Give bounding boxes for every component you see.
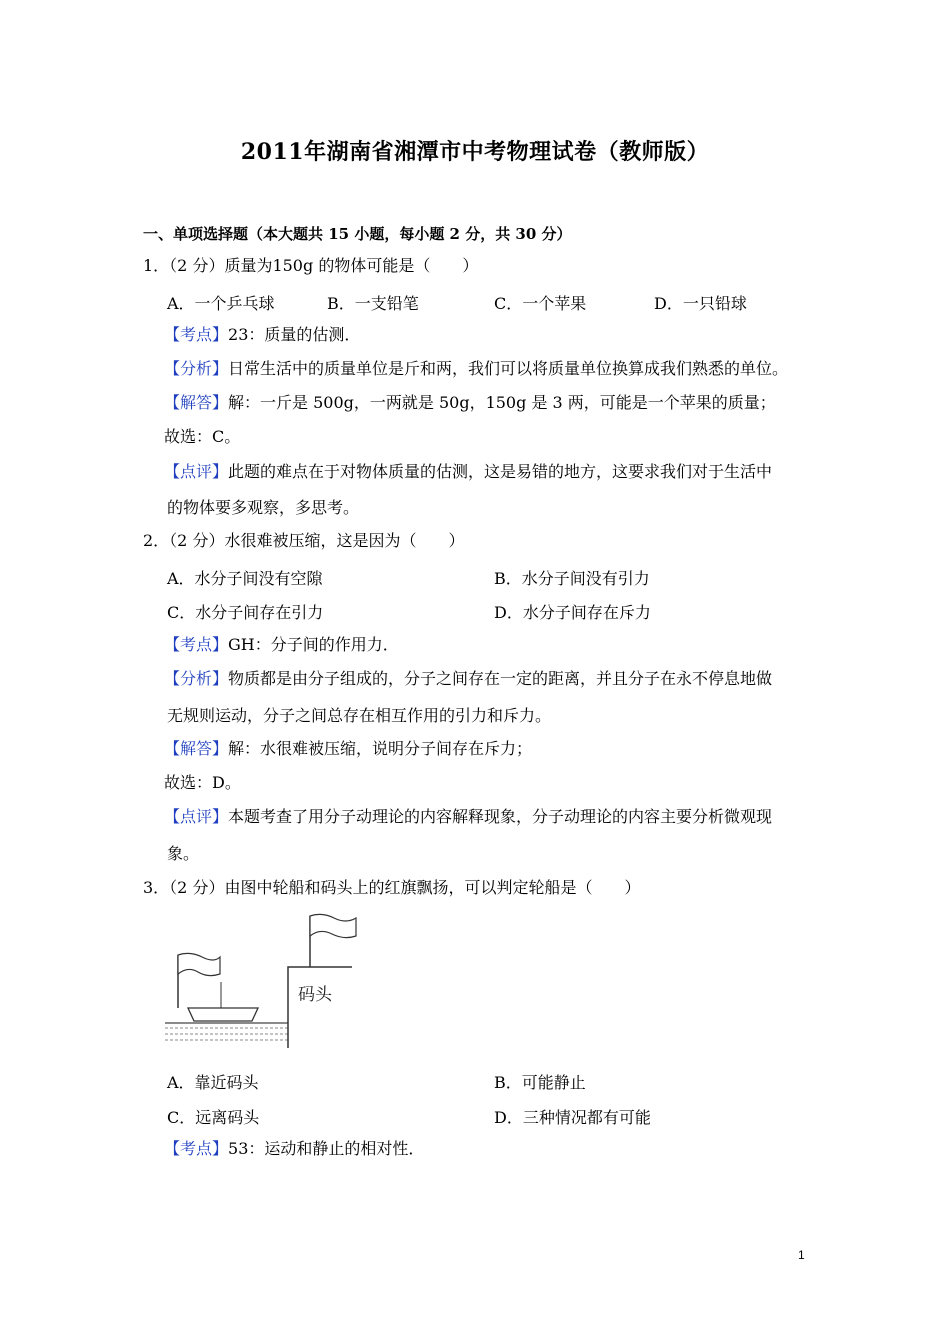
question-1-option-d: D．一只铅球 xyxy=(654,294,747,313)
question-1-answer: 故选：C。 xyxy=(164,427,241,446)
section-heading: 一、单项选择题（本大题共 15 小题，每小题 2 分，共 30 分） xyxy=(143,225,572,243)
question-1-stem: 1．（2 分）质量为150g 的物体可能是（ ） xyxy=(143,256,479,275)
question-2-option-c: C．水分子间存在引力 xyxy=(167,603,324,622)
question-1-jieda xyxy=(164,393,776,413)
dock-label: 码头 xyxy=(298,985,332,1005)
question-2-dianping-cont: 象。 xyxy=(167,844,200,863)
question-2-jieda xyxy=(164,739,532,759)
question-1-option-a: A．一个乒乓球 xyxy=(167,294,275,313)
question-1-dianping xyxy=(164,462,772,482)
question-2-answer: 故选：D。 xyxy=(164,773,241,792)
kaodian-tag: 【考点】 xyxy=(164,1139,229,1158)
fenxi-tag: 【分析】 xyxy=(164,359,229,378)
jieda-text: 解：一斤是 500g，一两就是 50g，150g 是 3 两，可能是一个苹果的质量； xyxy=(228,393,776,412)
question-2-kaodian xyxy=(164,635,399,655)
question-1-kaodian xyxy=(164,325,360,345)
question-3-option-b: B．可能静止 xyxy=(494,1073,586,1092)
kaodian-tag: 【考点】 xyxy=(164,635,229,654)
dianping-text: 此题的难点在于对物体质量的估测，这是易错的地方，这要求我们对于生活中 xyxy=(228,462,773,481)
question-3-option-d: D．三种情况都有可能 xyxy=(494,1108,651,1127)
kaodian-text: 53：运动和静止的相对性． xyxy=(228,1139,425,1158)
dianping-tag: 【点评】 xyxy=(164,807,229,826)
question-2-dianping xyxy=(164,807,772,827)
ship-hull xyxy=(188,1008,258,1021)
page-number: 1 xyxy=(798,1248,805,1262)
kaodian-text: GH：分子间的作用力． xyxy=(228,635,399,654)
jieda-tag: 【解答】 xyxy=(164,393,229,412)
question-2-fenxi xyxy=(164,669,772,689)
document-title: 2011年湖南省湘潭市中考物理试卷（教师版） xyxy=(240,139,710,165)
fenxi-tag: 【分析】 xyxy=(164,669,229,688)
dianping-tag: 【点评】 xyxy=(164,462,229,481)
question-3-option-c: C．远离码头 xyxy=(167,1108,260,1127)
question-1-option-b: B．一支铅笔 xyxy=(327,294,419,313)
dianping-text: 本题考查了用分子动理论的内容解释现象，分子动理论的内容主要分析微观现 xyxy=(228,807,773,826)
fenxi-text: 日常生活中的质量单位是斤和两，我们可以将质量单位换算成我们熟悉的单位。 xyxy=(228,359,789,378)
fenxi-text: 物质都是由分子组成的，分子之间存在一定的距离，并且分子在永不停息地做 xyxy=(228,669,773,688)
question-2-option-d: D．水分子间存在斥力 xyxy=(494,603,651,622)
kaodian-text: 23：质量的估测． xyxy=(228,325,361,344)
question-1-fenxi xyxy=(164,359,788,379)
jieda-text: 解：水很难被压缩，说明分子间存在斥力； xyxy=(228,739,533,758)
question-1-option-c: C．一个苹果 xyxy=(494,294,587,313)
jieda-tag: 【解答】 xyxy=(164,739,229,758)
question-2-fenxi-cont: 无规则运动，分子之间总存在相互作用的引力和斥力。 xyxy=(167,706,552,725)
kaodian-tag: 【考点】 xyxy=(164,325,229,344)
question-1-dianping-cont: 的物体要多观察，多思考。 xyxy=(167,498,360,517)
question-3-kaodian xyxy=(164,1139,424,1159)
question-2-option-b: B．水分子间没有引力 xyxy=(494,569,650,588)
ship-flag xyxy=(178,953,220,975)
ship-and-dock-figure xyxy=(160,908,360,1053)
dock-outline xyxy=(288,967,352,1048)
question-3-option-a: A．靠近码头 xyxy=(167,1073,259,1092)
dock-flag xyxy=(310,914,356,937)
question-3-stem: 3．（2 分）由图中轮船和码头上的红旗飘扬，可以判定轮船是（ ） xyxy=(143,878,641,897)
question-2-stem: 2．（2 分）水很难被压缩，这是因为（ ） xyxy=(143,531,465,550)
question-2-option-a: A．水分子间没有空隙 xyxy=(167,569,323,588)
